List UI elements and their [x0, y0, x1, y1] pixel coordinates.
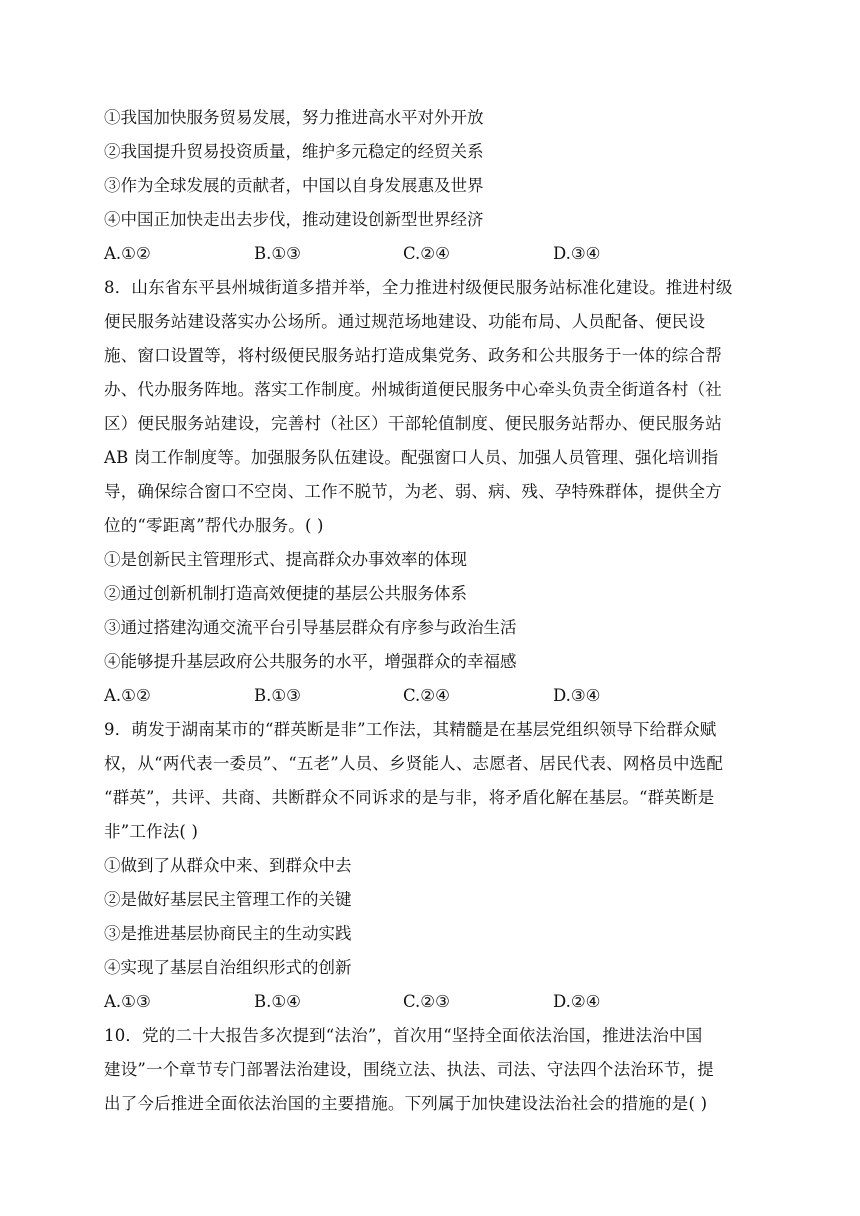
choice-item: ①我国加快服务贸易发展，努力推进高水平对外开放: [104, 108, 484, 127]
question-stem: [104, 271, 754, 543]
option-a: A.①②: [104, 244, 151, 263]
stem-line: 10．党的二十大报告多次提到“法治”，首次用“坚持全面依法治国，推进法治中国: [104, 1026, 703, 1045]
option-c: C.②④: [403, 686, 450, 705]
choice-item: ③通过搭建沟通交流平台引导基层群众有序参与政治生活: [104, 618, 517, 637]
choice-item: ②通过创新机制打造高效便捷的基层公共服务体系: [104, 584, 467, 603]
stem-line: 位的“零距离”帮代办服务。( ): [104, 516, 324, 535]
option-c: C.②③: [403, 992, 450, 1011]
choice-item: ①做到了从群众中来、到群众中去: [104, 856, 352, 875]
question-9: [104, 713, 754, 1019]
exam-page: [104, 101, 754, 1121]
choice-item: ④能够提升基层政府公共服务的水平，增强群众的幸福感: [104, 652, 517, 671]
choice-item: ④实现了基层自治组织形式的创新: [104, 958, 352, 977]
stem-line: 出了今后推进全面依法治国的主要措施。下列属于加快建设法治社会的措施的是( ): [104, 1094, 708, 1113]
choice-item: ④中国正加快走出去步伐，推动建设创新型世界经济: [104, 210, 484, 229]
choice-item: ①是创新民主管理形式、提高群众办事效率的体现: [104, 550, 467, 569]
stem-line: “群英”，共评、共商、共断群众不同诉求的是与非，将矛盾化解在基层。“群英断是: [104, 788, 715, 807]
stem-line: 权，从“两代表一委员”、“五老”人员、乡贤能人、志愿者、居民代表、网格员中选配: [104, 754, 724, 773]
option-a: A.①③: [104, 992, 151, 1011]
option-a: A.①②: [104, 686, 151, 705]
choice-item: ②是做好基层民主管理工作的关键: [104, 890, 352, 909]
option-c: C.②④: [403, 244, 450, 263]
answer-options: [104, 985, 754, 1019]
option-d: D.③④: [553, 686, 601, 705]
answer-options: [104, 237, 754, 271]
question-10: [104, 1019, 754, 1121]
choice-item: ②我国提升贸易投资质量，维护多元稳定的经贸关系: [104, 142, 484, 161]
choice-item: ③是推进基层协商民主的生动实践: [104, 924, 352, 943]
choice-item: ③作为全球发展的贡献者，中国以自身发展惠及世界: [104, 176, 484, 195]
stem-line: 非”工作法( ): [104, 822, 199, 841]
stem-line: 施、窗口设置等，将村级便民服务站打造成集党务、政务和公共服务于一体的综合帮: [104, 346, 722, 365]
stem-line: 建设”一个章节专门部署法治建设，围绕立法、执法、司法、守法四个法治环节，提: [104, 1060, 714, 1079]
question-8: [104, 271, 754, 713]
stem-line: 便民服务站建设落实办公场所。通过规范场地建设、功能布局、人员配备、便民设: [104, 312, 706, 331]
option-d: D.②④: [553, 992, 601, 1011]
stem-line: 办、代办服务阵地。落实工作制度。州城街道便民服务中心牵头负责全街道各村（社: [104, 380, 722, 399]
stem-line: 导，确保综合窗口不空岗、工作不脱节，为老、弱、病、残、孕特殊群体，提供全方: [104, 482, 722, 501]
option-b: B.①③: [254, 244, 301, 263]
option-d: D.③④: [553, 244, 601, 263]
option-b: B.①③: [254, 686, 301, 705]
option-b: B.①④: [254, 992, 301, 1011]
answer-options: [104, 679, 754, 713]
question-stem: [104, 1019, 754, 1121]
stem-line: 9．萌发于湖南某市的“群英断是非”工作法，其精髓是在基层党组织领导下给群众赋: [104, 720, 717, 739]
question-stem: [104, 713, 754, 849]
stem-line: AB 岗工作制度等。加强服务队伍建设。配强窗口人员、加强人员管理、强化培训指: [104, 448, 719, 467]
stem-line: 区）便民服务站建设，完善村（社区）干部轮值制度、便民服务站帮办、便民服务站: [104, 414, 722, 433]
stem-line: 8．山东省东平县州城街道多措并举，全力推进村级便民服务站标准化建设。推进村级: [104, 278, 733, 297]
question-7: [104, 101, 754, 271]
